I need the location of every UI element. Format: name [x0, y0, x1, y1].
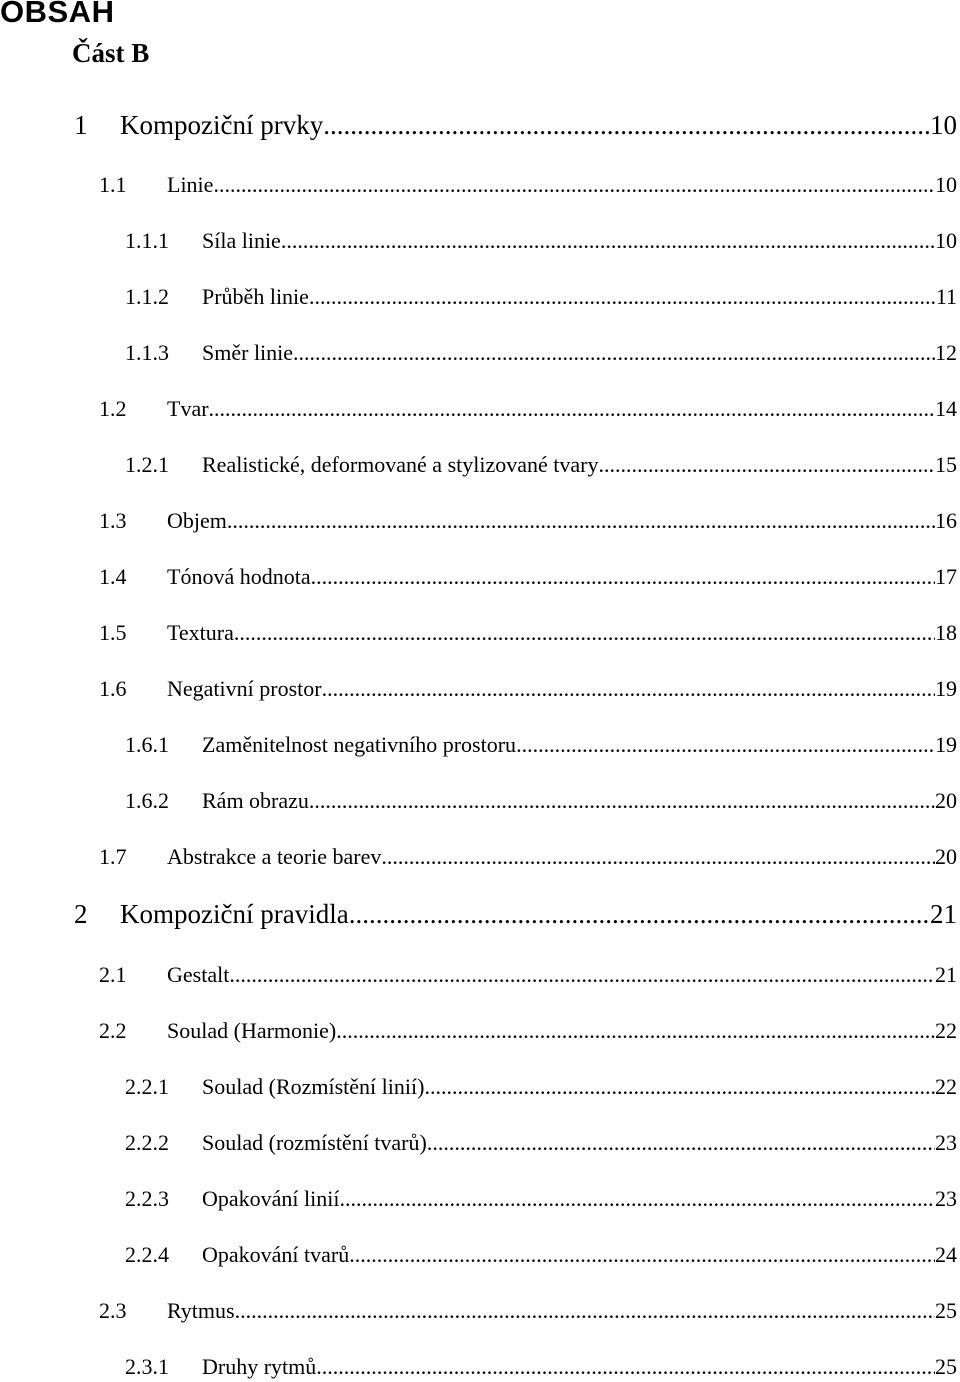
toc-entry[interactable]: [74, 108, 957, 142]
toc-entry[interactable]: [99, 619, 957, 647]
toc-entry-number: 1.5: [99, 620, 127, 645]
toc-entry-title: Soulad (Rozmístění linií): [202, 1074, 425, 1099]
toc-entry-title: Kompoziční pravidla: [120, 899, 349, 929]
toc-entry-number: 2: [74, 899, 88, 929]
toc-entry-title: Realistické, deformované a stylizované tvary: [202, 452, 599, 477]
toc-entry[interactable]: [99, 843, 957, 871]
toc-entry-title: Síla linie: [202, 228, 281, 253]
toc-entry[interactable]: [125, 451, 957, 479]
page-heading: OBSAH: [0, 0, 115, 29]
toc-entry-title: Průběh linie: [202, 284, 309, 309]
toc-entry[interactable]: [125, 1185, 957, 1213]
toc-entry[interactable]: [99, 563, 957, 591]
toc-dot-leader: [311, 563, 935, 591]
toc-entry-number: 2.3: [99, 1298, 127, 1323]
toc-entry-title: Soulad (Harmonie): [167, 1018, 337, 1043]
toc-entry-page-number: 11: [935, 284, 957, 309]
toc-dot-leader: [213, 171, 935, 199]
toc-entry[interactable]: [99, 507, 957, 535]
toc-entry[interactable]: [125, 731, 957, 759]
toc-entry[interactable]: [125, 1353, 957, 1381]
toc-entry-number: 2.2.1: [125, 1074, 169, 1099]
toc-entry[interactable]: [99, 1017, 957, 1045]
toc-entry-page-number: 21: [935, 962, 957, 987]
toc-dot-leader: [316, 1353, 935, 1381]
toc-entry-number: 1.2.1: [125, 452, 169, 477]
toc-entry-page-number: 25: [935, 1354, 957, 1379]
toc-entry-title: Kompoziční prvky: [120, 110, 324, 140]
toc-entry[interactable]: [125, 283, 957, 311]
toc-entry-page-number: 19: [935, 732, 957, 757]
toc-dot-leader: [235, 1297, 935, 1325]
toc-entry-number: 2.3.1: [125, 1354, 169, 1379]
toc-entry-number: 2.1: [99, 962, 127, 987]
toc-entry-number: 1.1.2: [125, 284, 169, 309]
toc-entry-title: Tvar: [167, 396, 209, 421]
toc-dot-leader: [598, 451, 935, 479]
toc-entry-number: 1.1.1: [125, 228, 169, 253]
toc-entry-title: Soulad (rozmístění tvarů): [202, 1130, 427, 1155]
toc-entry-title: Rytmus: [167, 1298, 235, 1323]
toc-entry-page-number: 24: [935, 1242, 957, 1267]
toc-entry[interactable]: [125, 1129, 957, 1157]
toc-entry-page-number: 20: [935, 844, 957, 869]
toc-entry-page-number: 10: [935, 172, 957, 197]
toc-entry-page-number: 16: [935, 508, 957, 533]
toc-entry-page-number: 23: [935, 1130, 957, 1155]
toc-entry-number: 1.3: [99, 508, 127, 533]
toc-entry[interactable]: [125, 1073, 957, 1101]
toc-entry-number: 1.1: [99, 172, 127, 197]
toc-entry-number: 1.6: [99, 676, 127, 701]
toc-entry-page-number: 22: [935, 1018, 957, 1043]
toc-dot-leader: [349, 1241, 935, 1269]
toc-dot-leader: [309, 787, 935, 815]
toc-entry-number: 2.2.4: [125, 1242, 169, 1267]
toc-entry-page-number: 14: [935, 396, 957, 421]
toc-dot-leader: [209, 395, 935, 423]
toc-entry-number: 2.2.2: [125, 1130, 169, 1155]
toc-entry-page-number: 23: [935, 1186, 957, 1211]
toc-entry-page-number: 10: [935, 228, 957, 253]
toc-entry-title: Linie: [167, 172, 214, 197]
toc-entry-page-number: 12: [935, 340, 957, 365]
toc-entry[interactable]: [99, 171, 957, 199]
toc-entry-number: 1.1.3: [125, 340, 169, 365]
toc-entry[interactable]: [99, 961, 957, 989]
toc-dot-leader: [227, 507, 935, 535]
toc-entry-number: 2.2: [99, 1018, 127, 1043]
toc-entry-title: Objem: [167, 508, 227, 533]
toc-entry-title: Rám obrazu: [202, 788, 309, 813]
toc-entry-page-number: 15: [935, 452, 957, 477]
toc-entry-title: Abstrakce a teorie barev: [167, 844, 382, 869]
toc-entry[interactable]: [125, 339, 957, 367]
toc-entry[interactable]: [125, 787, 957, 815]
toc-entry-page-number: 19: [935, 676, 957, 701]
toc-dot-leader: [293, 339, 935, 367]
toc-entry[interactable]: [125, 1241, 957, 1269]
toc-entry-page-number: 20: [935, 788, 957, 813]
toc-entry-title: Gestalt: [167, 962, 230, 987]
toc-dot-leader: [349, 897, 930, 931]
toc-dot-leader: [323, 108, 930, 142]
section-subheading: Část B: [72, 38, 150, 68]
toc-dot-leader: [309, 283, 936, 311]
toc-entry-page-number: 18: [935, 620, 957, 645]
toc-dot-leader: [281, 227, 935, 255]
toc-entry-title: Druhy rytmů: [202, 1354, 317, 1379]
toc-entry[interactable]: [74, 897, 957, 931]
toc-entry[interactable]: [99, 1297, 957, 1325]
toc-dot-leader: [381, 843, 935, 871]
toc-entry-number: 1.7: [99, 844, 127, 869]
toc-dot-leader: [427, 1129, 935, 1157]
toc-entry-title: Textura: [167, 620, 234, 645]
toc-dot-leader: [424, 1073, 935, 1101]
toc-entry-number: 1.2: [99, 396, 127, 421]
toc-entry-title: Směr linie: [202, 340, 294, 365]
toc-entry[interactable]: [125, 227, 957, 255]
toc-entry-title: Opakování tvarů: [202, 1242, 350, 1267]
toc-entry-number: 1.4: [99, 564, 127, 589]
toc-dot-leader: [229, 961, 935, 989]
toc-entry-page-number: 10: [930, 110, 957, 140]
toc-entry-title: Opakování linií: [202, 1186, 340, 1211]
toc-entry[interactable]: [99, 675, 957, 703]
toc-dot-leader: [336, 1017, 935, 1045]
toc-entry-number: 1.6.2: [125, 788, 169, 813]
toc-entry-page-number: 25: [935, 1298, 957, 1323]
toc-dot-leader: [339, 1185, 935, 1213]
toc-entry-number: 1.6.1: [125, 732, 169, 757]
toc-entry-number: 1: [74, 110, 88, 140]
toc-entry[interactable]: [99, 395, 957, 423]
toc-dot-leader: [516, 731, 935, 759]
toc-dot-leader: [234, 619, 935, 647]
toc-entry-page-number: 17: [935, 564, 957, 589]
toc-entry-title: Tónová hodnota: [167, 564, 311, 589]
toc-entry-title: Negativní prostor: [167, 676, 322, 701]
toc-entry-title: Zaměnitelnost negativního prostoru: [202, 732, 517, 757]
toc-entry-page-number: 21: [930, 899, 957, 929]
toc-entry-number: 2.2.3: [125, 1186, 169, 1211]
toc-dot-leader: [322, 675, 935, 703]
toc-entry-page-number: 22: [935, 1074, 957, 1099]
